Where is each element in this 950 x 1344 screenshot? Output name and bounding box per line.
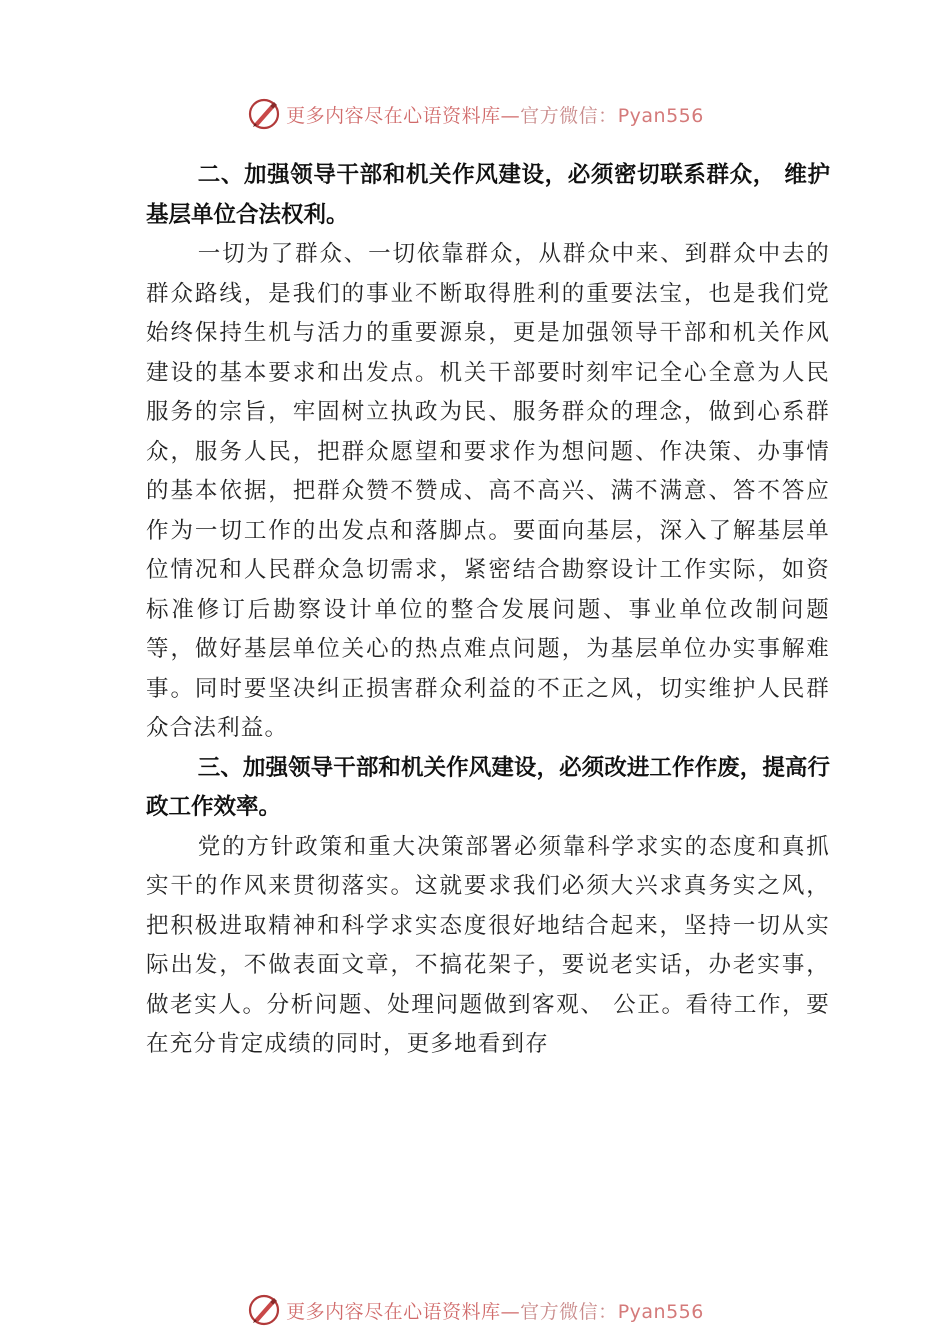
pen-circle-logo-icon	[246, 1292, 282, 1328]
document-body	[146, 156, 830, 1065]
section-paragraph-3: 党的方针政策和重大决策部署必须靠科学求实的态度和真抓实干的作风来贯彻落实。这就要求我们必须大兴求真务实之风，把积极进取精神和科学求实态度很好地结合起来，坚持一切从实际出发，不做表面文章，不搞花架子，要说老实话，办老实事，做老实人。分析问题、处理问题做到客观、 公正。看待工作，要在充分肯定成绩的同时，更多地看到存	[146, 833, 830, 1057]
banner-dash: —	[500, 104, 521, 127]
banner-wechat-id: Pyan556	[617, 104, 704, 127]
section-heading-3: 三、加强领导干部和机关作风建设，必须改进工作作废，提高行政工作效率。	[146, 754, 830, 820]
pen-circle-logo-icon	[246, 96, 282, 132]
banner-wechat-id: Pyan556	[617, 1300, 704, 1323]
banner-text	[286, 101, 704, 128]
banner-text	[286, 1297, 704, 1324]
banner-main-text: 更多内容尽在心语资料库	[286, 1300, 501, 1323]
banner-main-text: 更多内容尽在心语资料库	[286, 104, 501, 127]
section-heading-2: 二、加强领导干部和机关作风建设，必须密切联系群众， 维护基层单位合法权利。	[146, 162, 830, 228]
header-watermark-banner	[0, 94, 950, 134]
banner-wechat-label: 官方微信：	[520, 104, 618, 127]
banner-dash: —	[500, 1300, 521, 1323]
footer-watermark-banner	[0, 1290, 950, 1330]
banner-wechat-label: 官方微信：	[520, 1300, 618, 1323]
section-paragraph-2: 一切为了群众、一切依靠群众，从群众中来、到群众中去的群众路线，是我们的事业不断取得胜利的重要法宝，也是我们党始终保持生机与活力的重要源泉，更是加强领导干部和机关作风建设的基本要求和出发点。机关干部要时刻牢记全心全意为人民服务的宗旨，牢固树立执政为民、服务群众的理念，做到心系群众，服务人民，把群众愿望和要求作为想问题、作决策、办事情的基本依据，把群众赞不赞成、高不高兴、满不满意、答不答应作为一切工作的出发点和落脚点。要面向基层，深入了解基层单位情况和人民群众急切需求，紧密结合勘察设计工作实际，如资标准修订后勘察设计单位的整合发展问题、事业单位改制问题等，做好基层单位关心的热点难点问题，为基层单位办实事解难事。同时要坚决纠正损害群众利益的不正之风，切实维护人民群众合法利益。	[146, 241, 830, 741]
